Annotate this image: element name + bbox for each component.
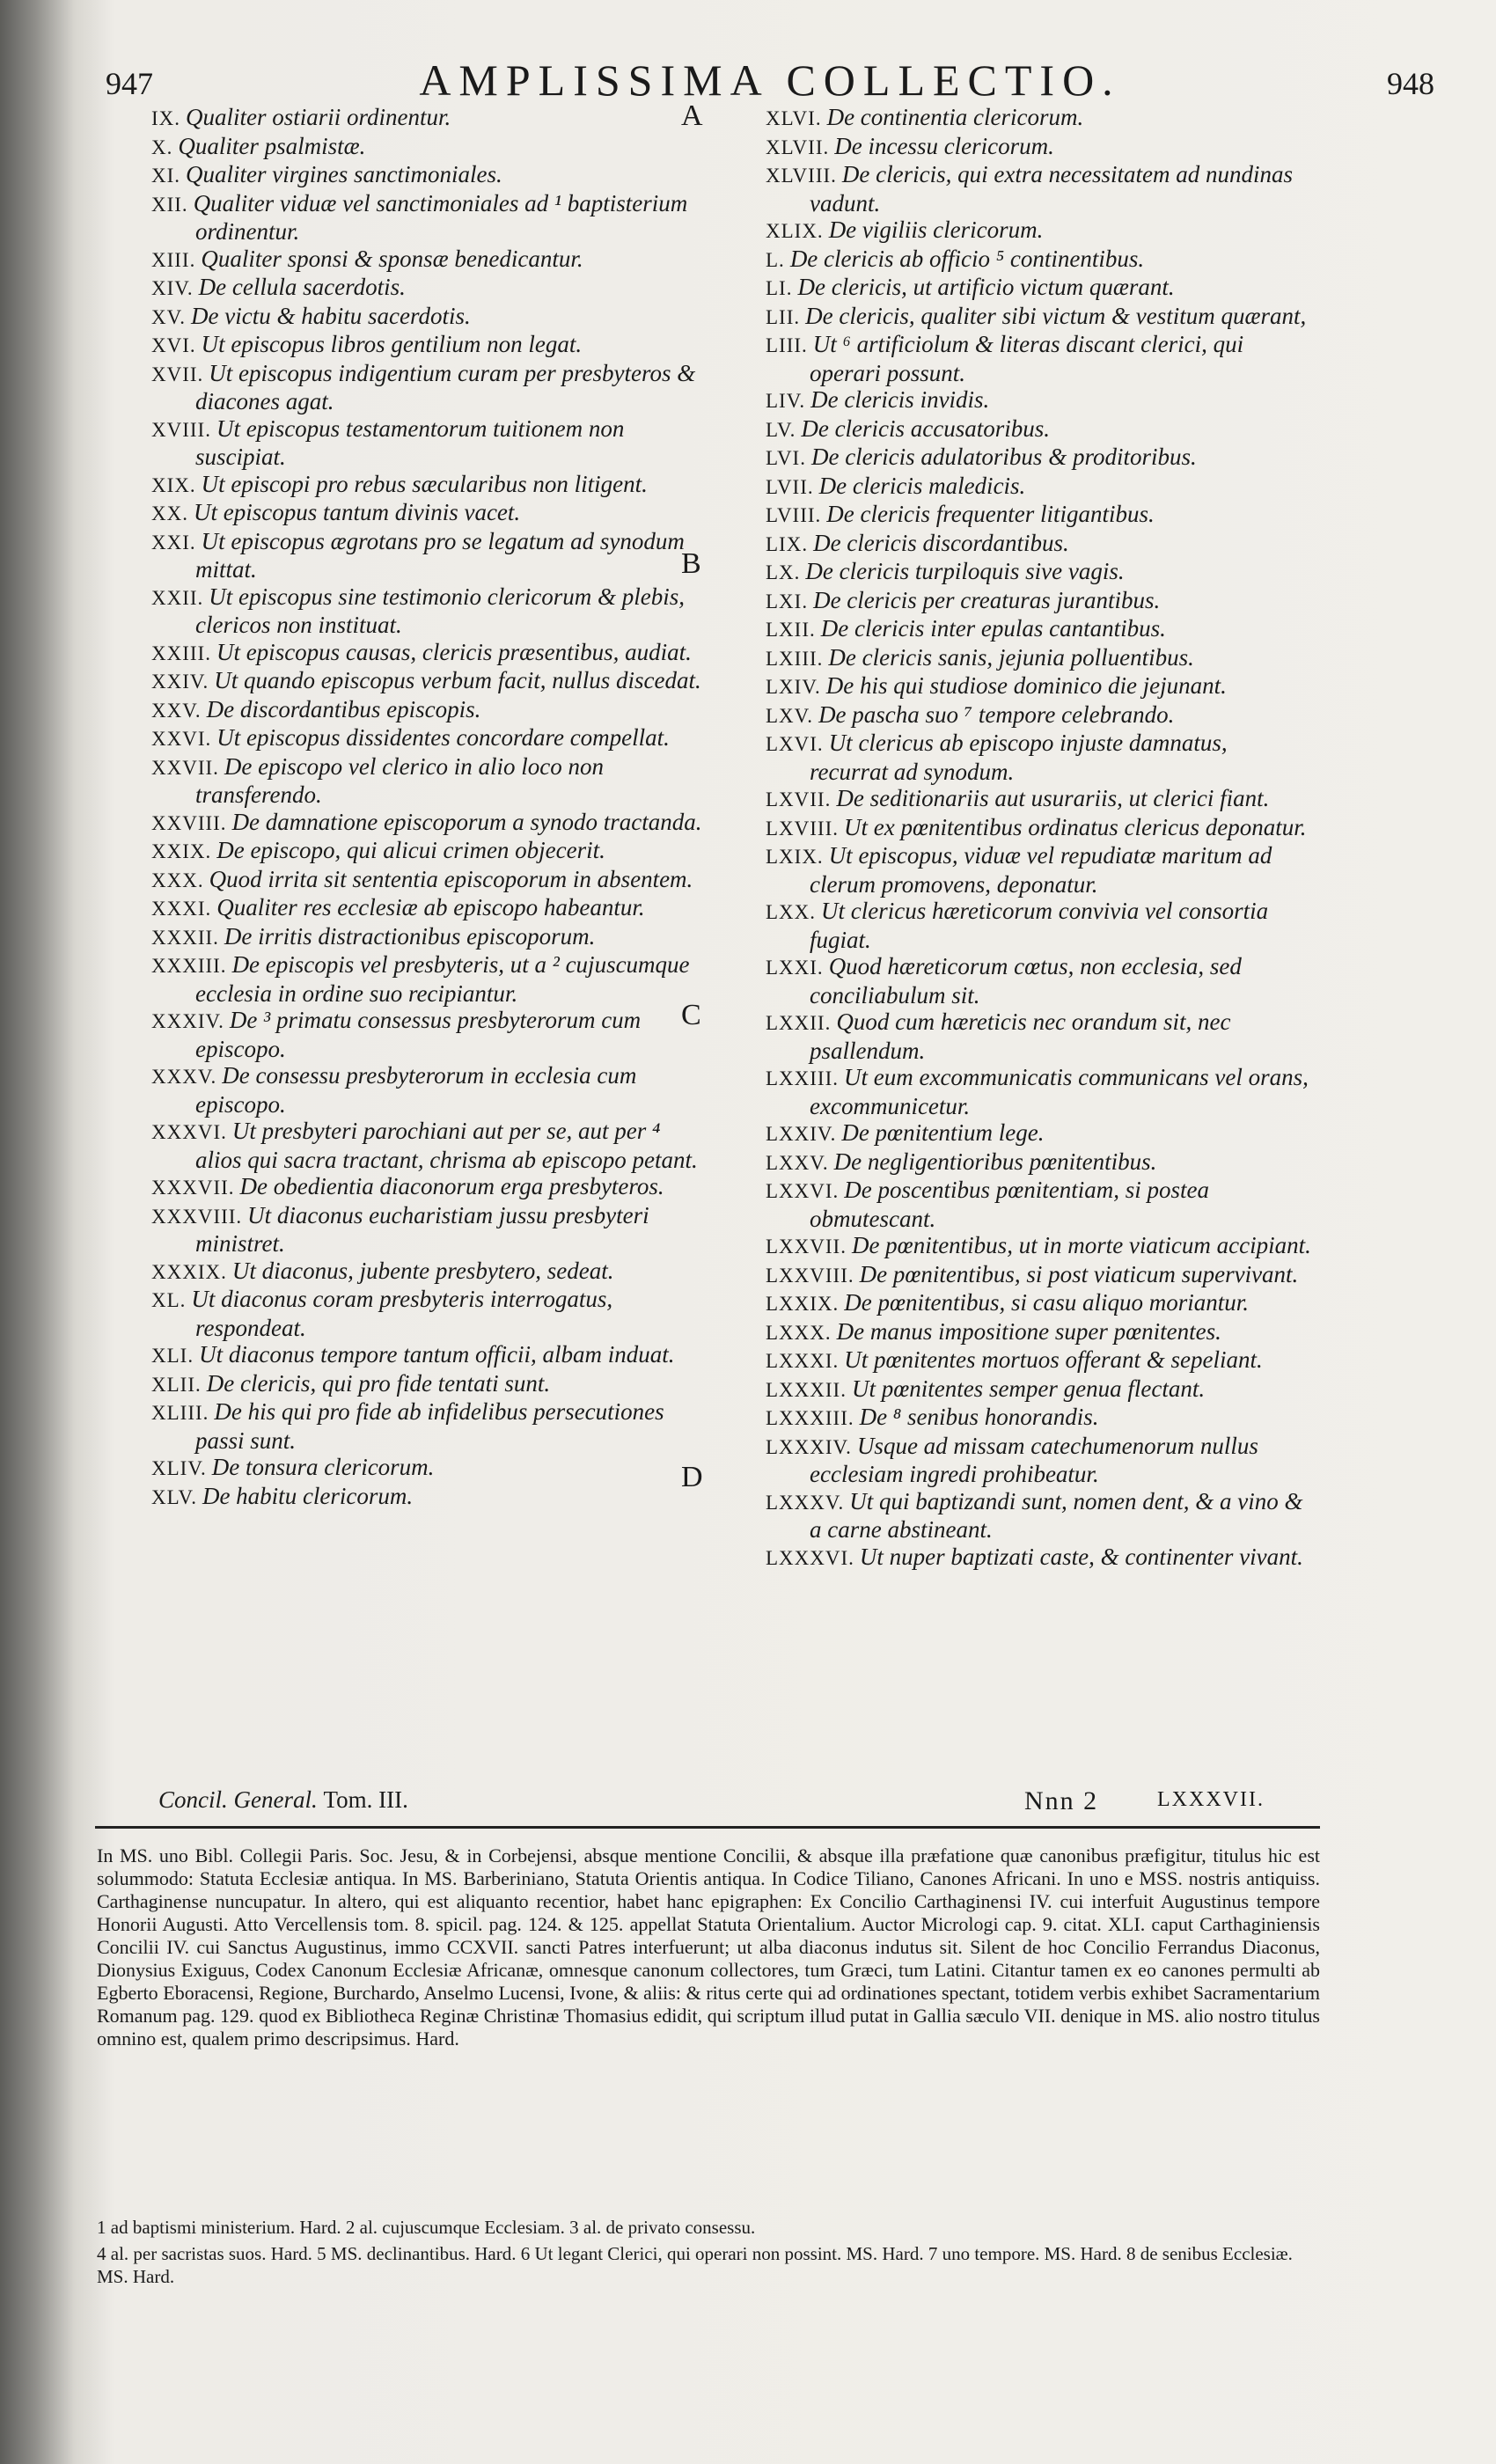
- chapter-number: XIII.: [151, 248, 196, 271]
- chapter-number: LXXIX.: [766, 1293, 840, 1315]
- chapter-number: LXXXI.: [766, 1350, 840, 1372]
- chapter-title: Ut episcopus testamentorum tuitionem non suscipiat.: [195, 414, 625, 470]
- chapter-title: De manus impositione super pœnitentes.: [836, 1317, 1221, 1345]
- chapter-entry: [151, 1341, 706, 1370]
- chapter-title: Usque ad missam catechumenorum nullus ecclesiam ingredi prohibeatur.: [810, 1432, 1258, 1487]
- chapter-title: Ut clericus ab episcopo injuste damnatus, recurrat ad synodum.: [810, 730, 1228, 785]
- chapter-number: XXXIX.: [151, 1260, 227, 1283]
- chapter-entry: [766, 473, 1311, 502]
- chapter-number: XXVII.: [151, 756, 219, 779]
- chapter-number: LXXI.: [766, 957, 824, 979]
- running-header: [106, 55, 1434, 107]
- chapter-title: Ut episcopus sine testimonio clericorum & plebis, clericos non instituat.: [195, 583, 685, 638]
- chapter-entry: [766, 246, 1311, 275]
- chapter-title: Ut ⁶ artificiolum & literas discant clerici, qui operari possunt.: [810, 331, 1244, 386]
- editorial-notes: [97, 1844, 1320, 2050]
- chapter-number: XXXIII.: [151, 955, 227, 977]
- chapter-entry: [151, 161, 706, 190]
- chapter-entry: [151, 133, 706, 162]
- chapter-title: De clericis per creaturas jurantibus.: [813, 586, 1161, 613]
- chapter-title: Qualiter virgines sanctimoniales.: [186, 161, 502, 187]
- chapter-entry: [766, 216, 1311, 246]
- chapter-title: De damnatione episcoporum a synodo tractanda.: [231, 808, 702, 835]
- chapter-title: De poscentibus pœnitentiam, si postea obmutescant.: [810, 1177, 1210, 1232]
- chapter-title: Quod hæreticorum cœtus, non ecclesia, sed conciliabulum sit.: [810, 953, 1242, 1008]
- chapter-title: Ut pœnitentes mortuos offerant & sepeliant.: [844, 1346, 1263, 1373]
- left-page-number: 947: [106, 66, 153, 101]
- chapter-entry: [151, 190, 706, 246]
- chapter-entry: [766, 615, 1311, 644]
- chapter-title: De ⁸ senibus honorandis.: [859, 1404, 1099, 1430]
- chapter-entry: [151, 724, 706, 753]
- concil-label: Concil. General.: [158, 1786, 318, 1813]
- chapter-entry: [151, 1202, 706, 1258]
- chapter-number: LXIV.: [766, 676, 821, 698]
- chapter-number: XLII.: [151, 1373, 202, 1396]
- chapter-title: De tonsura clericorum.: [211, 1454, 435, 1480]
- chapter-title: De victu & habitu sacerdotis.: [191, 302, 471, 329]
- chapter-number: XII.: [151, 193, 188, 216]
- chapter-title: Ut episcopus libros gentilium non legat.: [201, 331, 583, 357]
- chapter-title: De clericis adulatoribus & proditoribus.: [810, 444, 1197, 470]
- chapter-number: LXXIII.: [766, 1067, 839, 1089]
- chapter-number: LXIII.: [766, 647, 824, 670]
- chapter-entry: [766, 898, 1311, 953]
- chapter-entry: [766, 303, 1311, 332]
- footnote-line-1: 1 ad baptismi ministerium. Hard. 2 al. cujuscumque Ecclesiam. 3 al. de privato consessu.: [97, 2217, 756, 2238]
- chapter-title: De episcopo, qui alicui crimen objecerit.: [216, 837, 605, 863]
- right-page-number: 948: [1387, 66, 1434, 101]
- chapter-title: Ut diaconus eucharistiam jussu presbyteri ministret.: [195, 1201, 649, 1257]
- page-title: AMPLISSIMA COLLECTIO.: [419, 55, 1121, 105]
- chapter-title: De pœnitentibus, si post viaticum supervivant.: [859, 1260, 1299, 1287]
- chapter-entry: [151, 1062, 706, 1118]
- chapter-number: XL.: [151, 1289, 187, 1311]
- chapter-entry: [766, 587, 1311, 616]
- chapter-title: Qualiter psalmistæ.: [178, 132, 366, 159]
- chapter-entry: [151, 274, 706, 303]
- chapter-number: XXX.: [151, 869, 204, 891]
- chapter-number: XXVI.: [151, 728, 212, 750]
- chapter-entry: [766, 814, 1311, 843]
- chapter-title: De clericis maledicis.: [818, 472, 1026, 499]
- chapter-title: De his qui studiose dominico die jejunant.: [825, 672, 1227, 699]
- chapter-title: De discordantibus episcopis.: [206, 695, 481, 722]
- volume-reference: [158, 1786, 408, 1814]
- chapter-entry: [151, 1173, 706, 1202]
- chapter-entry: [766, 161, 1311, 216]
- chapter-entry: [151, 331, 706, 360]
- chapter-number: XLIII.: [151, 1402, 209, 1424]
- signature-mark: Nnn 2: [1024, 1786, 1099, 1815]
- chapter-number: LXXVII.: [766, 1236, 847, 1258]
- chapter-entry: [766, 1404, 1311, 1433]
- chapter-number: XX.: [151, 502, 188, 524]
- chapter-number: LXVIII.: [766, 817, 839, 840]
- chapter-title: Quod cum hæreticis nec orandum sit, nec psallendum.: [810, 1008, 1231, 1064]
- chapter-entry: [151, 696, 706, 725]
- chapter-entry: [151, 528, 706, 583]
- chapter-title: De obedientia diaconorum erga presbyteros.: [239, 1173, 664, 1199]
- chapter-entry: [766, 1433, 1311, 1488]
- left-column: [151, 104, 706, 1511]
- chapter-number: XXXVII.: [151, 1177, 235, 1199]
- chapter-number: XXII.: [151, 586, 204, 609]
- chapter-entry: [766, 730, 1311, 785]
- chapter-title: Ut diaconus tempore tantum officii, albam induat.: [199, 1341, 675, 1368]
- chapter-number: XLVI.: [766, 107, 822, 129]
- chapter-title: Ut eum excommunicatis communicans vel orans, excommunicetur.: [810, 1064, 1309, 1119]
- chapter-entry: [151, 415, 706, 471]
- chapter-entry: [151, 499, 706, 528]
- chapter-number: LXXVIII.: [766, 1264, 854, 1287]
- chapter-title: Ut episcopi pro rebus sæcularibus non litigent.: [201, 470, 648, 497]
- margin-marker-a: A: [681, 99, 703, 132]
- chapter-title: Qualiter ostiarii ordinentur.: [186, 104, 451, 130]
- chapter-number: XVI.: [151, 334, 196, 356]
- chapter-title: De clericis, qui extra necessitatem ad nundinas vadunt.: [810, 161, 1294, 216]
- chapter-title: Ut episcopus causas, clericis præsentibus, audiat.: [216, 638, 692, 665]
- chapter-number: XVII.: [151, 363, 204, 385]
- chapter-number: LXII.: [766, 619, 816, 641]
- chapter-number: XLIX.: [766, 220, 824, 242]
- chapter-number: LVII.: [766, 475, 814, 498]
- chapter-number: XXXVI.: [151, 1121, 227, 1143]
- chapter-title: De pœnitentium lege.: [841, 1119, 1045, 1146]
- chapter-entry: [151, 923, 706, 952]
- chapter-entry: [151, 837, 706, 866]
- chapter-entry: [151, 1007, 706, 1062]
- chapter-number: XLI.: [151, 1345, 194, 1367]
- chapter-title: Ut diaconus coram presbyteris interrogatus, respondeat.: [191, 1286, 613, 1341]
- chapter-entry: [151, 360, 706, 415]
- right-column: [766, 104, 1311, 1572]
- chapter-entry: [151, 639, 706, 668]
- chapter-title: De clericis invidis.: [810, 386, 990, 413]
- chapter-number: LVI.: [766, 447, 806, 469]
- chapter-entry: [766, 1148, 1311, 1177]
- chapter-title: Ut qui baptizandi sunt, nomen dent, & a vino & a carne abstineant.: [810, 1487, 1303, 1543]
- chapter-title: Ut episcopus, viduæ vel repudiatæ maritum ad clerum promovens, deponatur.: [810, 842, 1272, 898]
- chapter-title: De clericis, ut artificio victum quærant.: [797, 274, 1175, 300]
- chapter-title: De pœnitentibus, si casu aliquo moriantur.: [844, 1289, 1250, 1316]
- chapter-title: De irritis distractionibus episcoporum.: [224, 922, 596, 950]
- chapter-number: L.: [766, 248, 785, 271]
- chapter-entry: [766, 558, 1311, 587]
- chapter-entry: [766, 501, 1311, 530]
- chapter-number: LII.: [766, 305, 801, 328]
- chapter-number: LXXII.: [766, 1012, 832, 1034]
- chapter-title: De clericis, qui pro fide tentati sunt.: [206, 1369, 551, 1397]
- chapter-number: LXXV.: [766, 1151, 829, 1174]
- chapter-entry: [151, 951, 706, 1007]
- chapter-title: Ut episcopus indigentium curam per presbyteros & diacones agat.: [195, 359, 696, 414]
- chapter-number: XXV.: [151, 699, 202, 722]
- chapter-number: XIX.: [151, 473, 196, 496]
- chapter-title: Quod irrita sit sententia episcoporum in absentem.: [209, 865, 693, 892]
- chapter-number: LIV.: [766, 390, 806, 412]
- chapter-entry: [766, 274, 1311, 303]
- chapter-number: XVIII.: [151, 418, 211, 441]
- margin-marker-b: B: [681, 547, 701, 580]
- chapter-entry: [151, 303, 706, 332]
- chapter-entry: [766, 386, 1311, 415]
- chapter-entry: [151, 809, 706, 838]
- chapter-entry: [151, 104, 706, 133]
- chapter-title: De seditionariis aut usurariis, ut clerici fiant.: [836, 785, 1270, 811]
- chapter-title: Ut nuper baptizati caste, & continenter vivant.: [859, 1543, 1303, 1570]
- chapter-title: De episcopo vel clerico in alio loco non transferendo.: [195, 752, 605, 808]
- chapter-entry: [766, 1375, 1311, 1404]
- chapter-number: XLVIII.: [766, 165, 837, 187]
- chapter-title: Qualiter viduæ vel sanctimoniales ad ¹ baptisterium ordinentur.: [193, 189, 688, 245]
- chapter-entry: [766, 1318, 1311, 1347]
- chapter-title: De clericis, qualiter sibi victum & vestitum quærant,: [805, 302, 1307, 329]
- chapter-number: LX.: [766, 561, 801, 583]
- chapter-entry: [151, 1483, 706, 1512]
- chapter-entry: [766, 1346, 1311, 1375]
- chapter-title: De ³ primatu consessus presbyterorum cum episcopo.: [195, 1007, 642, 1062]
- chapter-entry: [766, 842, 1311, 898]
- chapter-number: XXIX.: [151, 840, 212, 862]
- chapter-number: LXVI.: [766, 733, 824, 755]
- notes-divider: [95, 1826, 1320, 1829]
- tom-label: Tom. III.: [323, 1786, 408, 1813]
- chapter-number: LXV.: [766, 704, 814, 727]
- chapter-number: LXXX.: [766, 1321, 832, 1344]
- chapter-entry: [151, 894, 706, 923]
- chapter-title: Ut episcopus tantum divinis vacet.: [193, 499, 521, 525]
- chapter-number: LIX.: [766, 532, 809, 555]
- chapter-entry: [766, 104, 1311, 133]
- chapter-entry: [766, 1177, 1311, 1232]
- chapter-number: XXXV.: [151, 1066, 217, 1088]
- chapter-title: Ut clericus hæreticorum convivia vel consortia fugiat.: [810, 898, 1269, 953]
- chapter-title: De clericis inter epulas cantantibus.: [820, 615, 1166, 642]
- chapter-number: X.: [151, 136, 173, 158]
- chapter-title: De habitu clericorum.: [202, 1482, 414, 1509]
- chapter-number: LXX.: [766, 901, 817, 923]
- chapter-title: Ut ex pœnitentibus ordinatus clericus deponatur.: [844, 813, 1307, 840]
- chapter-entry: [766, 1119, 1311, 1148]
- chapter-title: Ut episcopus ægrotans pro se legatum ad synodum mittat.: [195, 527, 685, 583]
- chapter-entry: [151, 1118, 706, 1173]
- chapter-entry: [766, 1008, 1311, 1064]
- chapter-number: LVIII.: [766, 504, 822, 526]
- chapter-number: LXXXV.: [766, 1491, 845, 1514]
- chapter-entry: [151, 246, 706, 275]
- chapter-title: De pœnitentibus, ut in morte viaticum accipiant.: [851, 1232, 1311, 1258]
- chapter-number: XXIV.: [151, 671, 209, 693]
- chapter-title: Qualiter res ecclesiæ ab episcopo habeantur.: [216, 894, 645, 920]
- chapter-title: De his qui pro fide ab infidelibus persecutiones passi sunt.: [195, 1398, 664, 1454]
- chapter-number: LXXVI.: [766, 1180, 840, 1202]
- chapter-number: XXXI.: [151, 898, 212, 920]
- chapter-number: IX.: [151, 107, 181, 129]
- chapter-number: XXI.: [151, 531, 196, 554]
- chapter-number: XIV.: [151, 277, 194, 299]
- chapter-entry: [766, 1261, 1311, 1290]
- chapter-number: XLVII.: [766, 136, 830, 158]
- chapter-entry: [766, 530, 1311, 559]
- notes-paragraph: In MS. uno Bibl. Collegii Paris. Soc. Jesu, & in Corbejensi, absque mentione Concilii, & absque illa præfatione quæ canonibus præfigitur, titulus hic est solummodo: Statuta Ecclesiæ antiqua. In MS. Barberiniano, Statuta Orientis antiqua. In Codice Tiliano, Canones Africani. In uno e MSS. nostris antiquiss. Carthaginense nuncupatur. In altero, qui est aliquanto recentior, habet hanc epigraphen: Ex Concilio Carthaginensi IV. cui interfuit Augustinus tempore Honorii Augusti. Atto Vercellensis tom. 8. spicil. pag. 124. & 125. appellat Statuta Orientalium. Auctor Micrologi cap. 9. citat. XLI. caput Carthaginiensis Concilii IV. cui Sanctus Augustinus, immo CCXVII. sancti Patres interfuerunt; ut alba diaconus indutus sit. Silent de hoc Concilio Ferrandus Diaconus, Dionysius Exiguus, Codex Canonum Ecclesiæ Africanæ, omnesque canonum collectores, tum Græci, tum Latini. Citantur tamen ex eo canones permulti ab Egberto Eboracensi, Regione, Burchardo, Anselmo Lucensi, Ivone, & aliis: & ritus certe qui ad ordinationes spectant, totidem verbis exhibet Sacramentarium Romanum pag. 129. quod ex Bibliotheca Reginæ Christinæ Thomasius edidit, qui scriptum illud putat in Gallia sæculo VII. denique in MS. alio nostro titulus omnino est, qualem primo descripsimus. Hard.: [97, 1844, 1320, 2050]
- chapter-title: De continentia clericorum.: [826, 104, 1084, 130]
- margin-marker-d: D: [681, 1461, 703, 1493]
- chapter-number: LV.: [766, 418, 796, 441]
- chapter-title: Ut quando episcopus verbum facit, nullus discedat.: [214, 667, 701, 693]
- chapter-number: XLV.: [151, 1485, 197, 1508]
- chapter-title: De clericis accusatoribus.: [801, 414, 1051, 442]
- chapter-number: LIII.: [766, 334, 808, 356]
- catchword: LXXXVII.: [1157, 1788, 1265, 1811]
- chapter-entry: [766, 1488, 1311, 1544]
- chapter-entry: [151, 753, 706, 809]
- chapter-entry: [151, 1258, 706, 1287]
- chapter-number: LXXXII.: [766, 1378, 847, 1401]
- chapter-title: De consessu presbyterorum in ecclesia cum episcopo.: [195, 1062, 637, 1118]
- chapter-number: XXXVIII.: [151, 1205, 243, 1228]
- chapter-title: Ut diaconus, jubente presbytero, sedeat.: [231, 1257, 614, 1284]
- chapter-number: LXXXIII.: [766, 1407, 854, 1429]
- chapter-entry: [766, 444, 1311, 473]
- chapter-entry: [766, 672, 1311, 701]
- chapter-title: De negligentioribus pœnitentibus.: [833, 1148, 1157, 1175]
- chapter-title: De clericis turpiloquis sive vagis.: [805, 558, 1125, 584]
- chapter-number: XXXII.: [151, 926, 219, 949]
- chapter-title: De incessu clericorum.: [834, 132, 1054, 159]
- chapter-title: De cellula sacerdotis.: [198, 274, 406, 300]
- chapter-title: De clericis sanis, jejunia polluentibus.: [828, 643, 1194, 671]
- chapter-entry: [151, 667, 706, 696]
- chapter-title: De clericis ab officio ⁵ continentibus.: [789, 245, 1145, 272]
- chapter-title: De clericis discordantibus.: [813, 529, 1069, 556]
- chapter-number: XI.: [151, 165, 181, 187]
- chapter-entry: [766, 1289, 1311, 1318]
- chapter-number: XXXIV.: [151, 1010, 224, 1032]
- chapter-title: De clericis frequenter litigantibus.: [826, 501, 1155, 527]
- chapter-number: LXIX.: [766, 846, 824, 868]
- chapter-entry: [766, 1064, 1311, 1119]
- chapter-number: XV.: [151, 305, 187, 328]
- chapter-number: XXVIII.: [151, 811, 227, 834]
- chapter-entry: [766, 133, 1311, 162]
- chapter-entry: [151, 583, 706, 639]
- chapter-entry: [766, 701, 1311, 730]
- chapter-number: LXXXIV.: [766, 1435, 852, 1458]
- chapter-title: De episcopis vel presbyteris, ut a ² cujuscumque ecclesia in ordine suo recipiantur.: [195, 951, 690, 1007]
- chapter-title: Ut presbyteri parochiani aut per se, aut per ⁴ alios qui sacra tractant, chrisma ab episcopo petant.: [195, 1118, 698, 1173]
- chapter-entry: [151, 1370, 706, 1399]
- chapter-number: LXXIV.: [766, 1123, 837, 1145]
- chapter-title: De pascha suo ⁷ tempore celebrando.: [818, 700, 1175, 728]
- chapter-entry: [151, 866, 706, 895]
- chapter-title: Ut pœnitentes semper genua flectant.: [851, 1375, 1206, 1402]
- chapter-entry: [151, 1286, 706, 1341]
- chapter-title: Qualiter sponsi & sponsæ benedicantur.: [201, 245, 583, 272]
- chapter-number: LXVII.: [766, 788, 832, 810]
- chapter-number: XXIII.: [151, 642, 211, 664]
- chapter-title: De vigiliis clericorum.: [828, 216, 1044, 243]
- chapter-entry: [766, 1232, 1311, 1261]
- chapter-entry: [766, 331, 1311, 386]
- chapter-entry: [766, 415, 1311, 444]
- chapter-number: LXXXVI.: [766, 1546, 854, 1569]
- footnote-line-2: 4 al. per sacristas suos. Hard. 5 MS. declinantibus. Hard. 6 Ut legant Clerici, qui operari non possint. MS. Hard. 7 uno tempore. MS. Hard. 8 de senibus Ecclesiæ. MS. Hard.: [97, 2243, 1293, 2287]
- chapter-entry: [766, 644, 1311, 673]
- chapter-number: LI.: [766, 277, 793, 299]
- chapter-entry: [766, 785, 1311, 814]
- chapter-entry: [766, 953, 1311, 1008]
- chapter-title: Ut episcopus dissidentes concordare compellat.: [216, 724, 670, 751]
- chapter-entry: [151, 1454, 706, 1483]
- margin-marker-c: C: [681, 999, 701, 1031]
- chapter-number: LXI.: [766, 590, 809, 612]
- chapter-entry: [151, 1398, 706, 1454]
- chapter-number: XLIV.: [151, 1457, 207, 1479]
- chapter-entry: [151, 471, 706, 500]
- chapter-entry: [766, 1544, 1311, 1573]
